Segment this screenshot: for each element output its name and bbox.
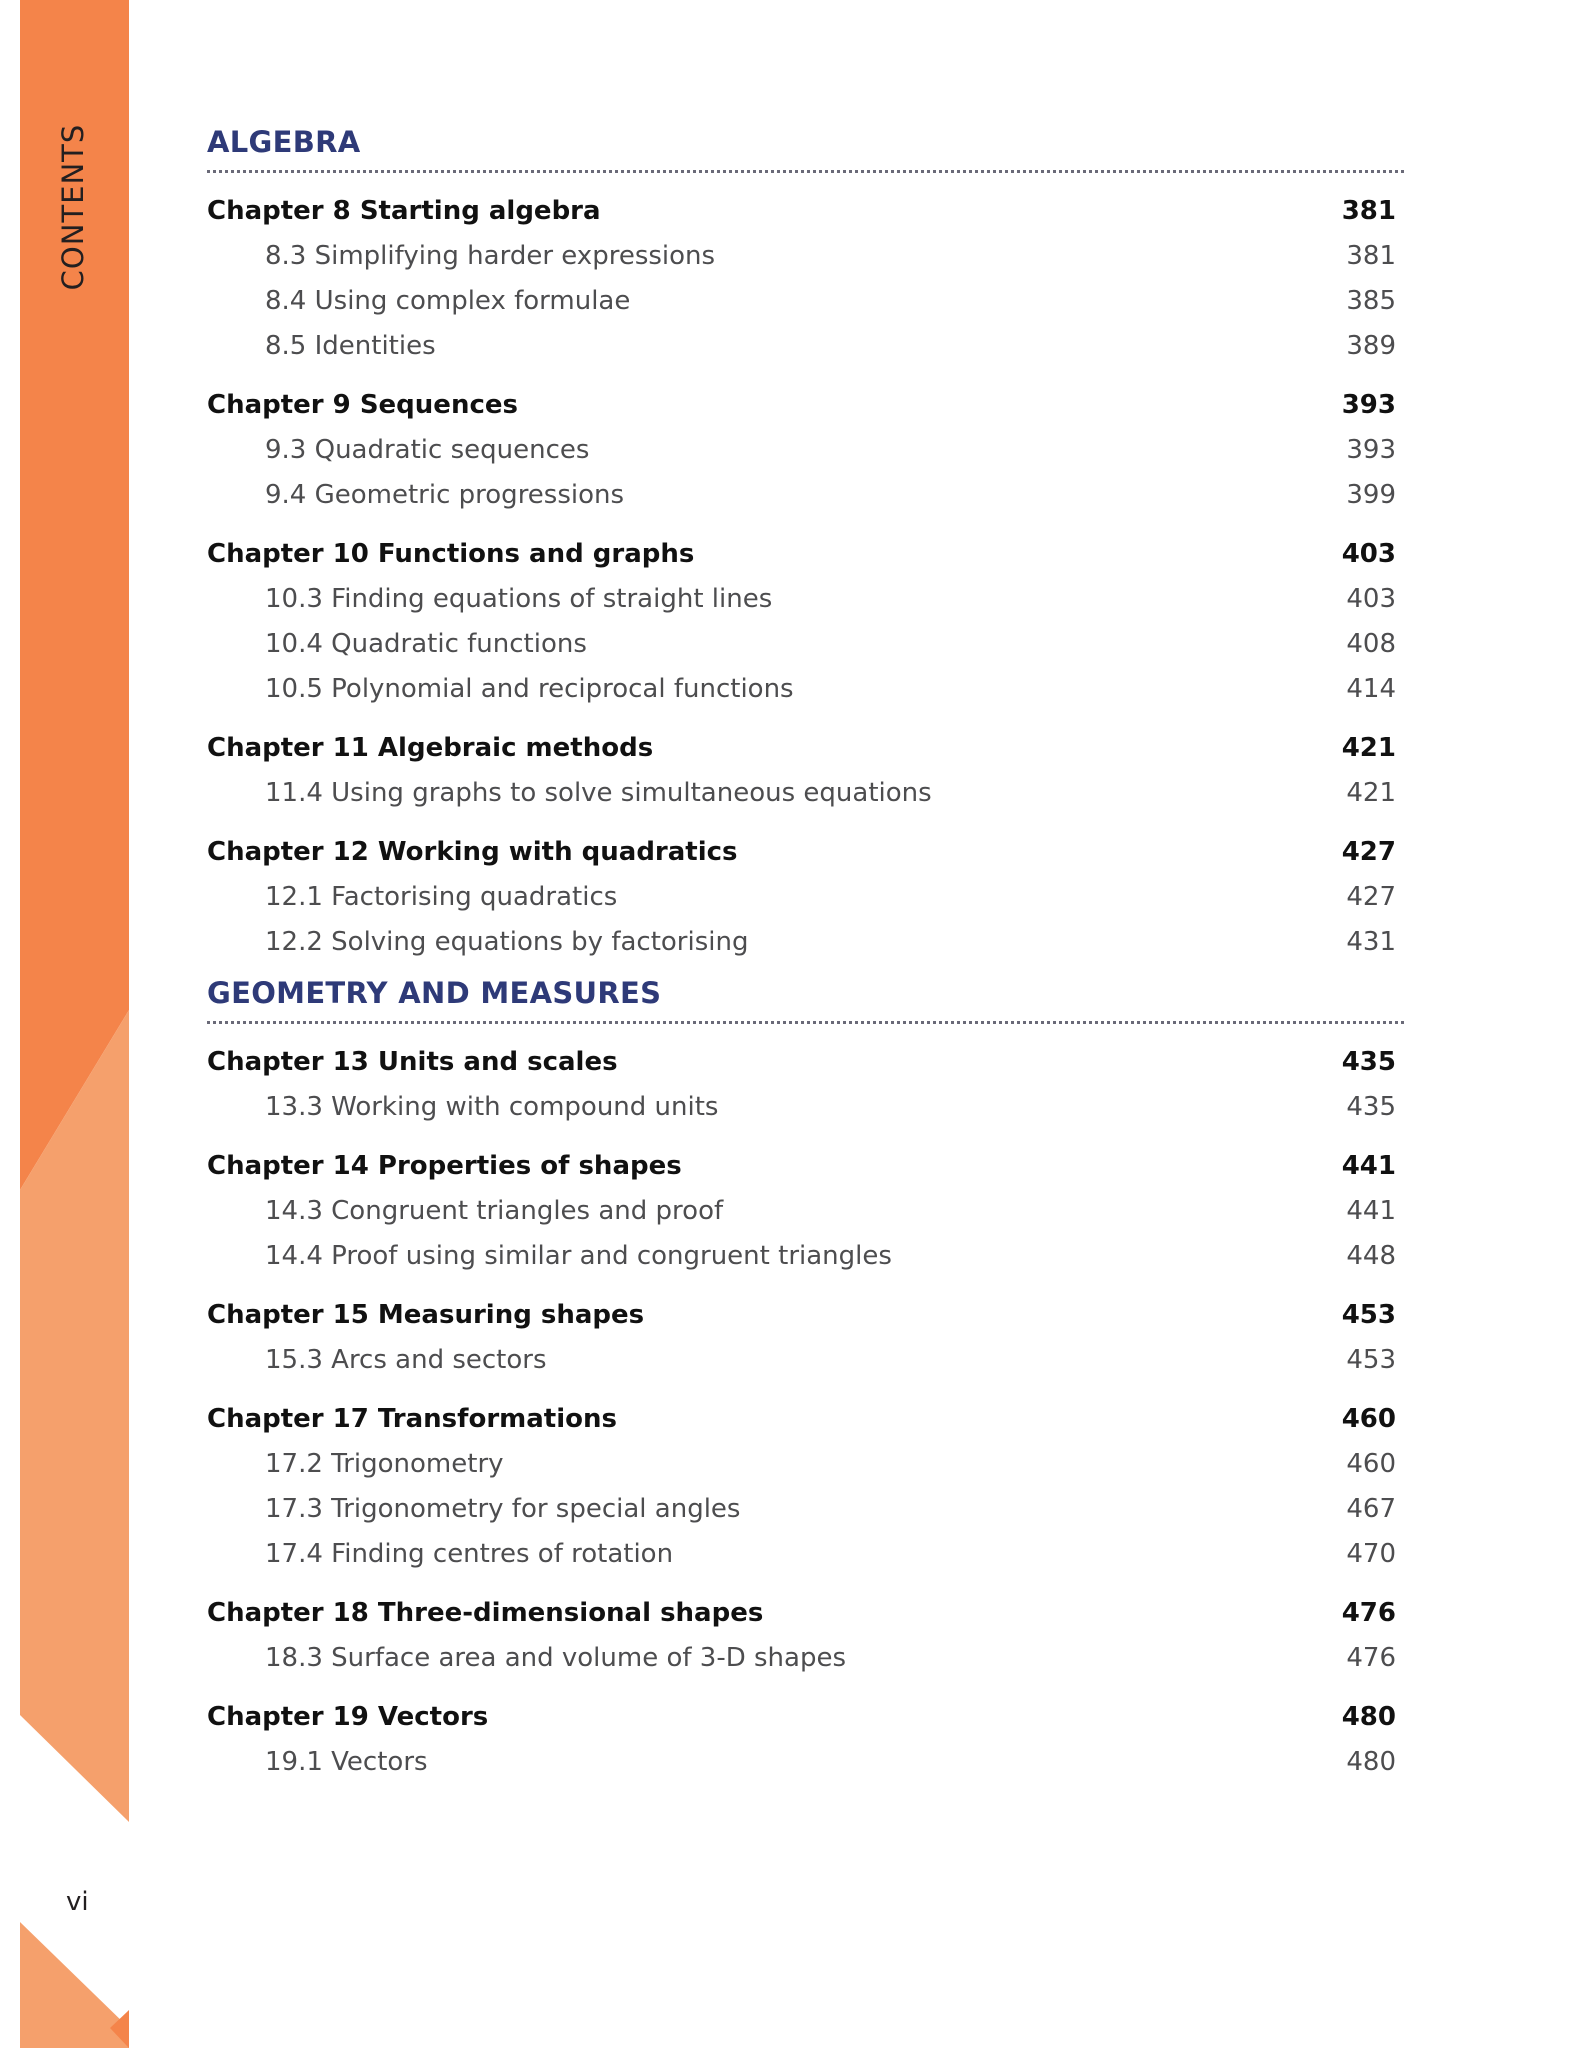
chapter-entry[interactable]	[207, 1040, 1404, 1085]
section-title: 17.2 Trigonometry	[265, 1449, 504, 1479]
section-title: 18.3 Surface area and volume of 3-D shapes	[265, 1643, 847, 1673]
section-title: 13.3 Working with compound units	[265, 1092, 719, 1122]
section-entry[interactable]	[207, 1532, 1404, 1577]
section-page-number: 381	[1346, 241, 1396, 271]
chapter-entry[interactable]	[207, 1293, 1404, 1338]
section-entry[interactable]	[207, 1338, 1404, 1383]
chapter-title: Chapter 14 Properties of shapes	[207, 1151, 682, 1181]
toc-chapter	[207, 532, 1404, 712]
chapter-title: Chapter 18 Three-dimensional shapes	[207, 1598, 764, 1628]
chapter-entry[interactable]	[207, 383, 1404, 428]
toc-chapter	[207, 1144, 1404, 1279]
chapter-page-number: 480	[1341, 1702, 1396, 1732]
toc-chapter	[207, 726, 1404, 816]
toc-chapter	[207, 1293, 1404, 1383]
chapter-title: Chapter 19 Vectors	[207, 1702, 489, 1732]
section-page-number: 399	[1346, 480, 1396, 510]
section-entry[interactable]	[207, 1740, 1404, 1785]
section-title: 11.4 Using graphs to solve simultaneous equations	[265, 778, 932, 808]
section-entry[interactable]	[207, 234, 1404, 279]
section-title: 8.5 Identities	[265, 331, 436, 361]
part-heading: ALGEBRA	[207, 124, 1404, 173]
section-title: 9.3 Quadratic sequences	[265, 435, 590, 465]
section-title: 17.3 Trigonometry for special angles	[265, 1494, 741, 1524]
section-page-number: 460	[1346, 1449, 1396, 1479]
chapter-entry[interactable]	[207, 830, 1404, 875]
toc-chapter	[207, 1397, 1404, 1577]
chapter-entry[interactable]	[207, 532, 1404, 577]
chapter-page-number: 393	[1341, 390, 1396, 420]
toc-chapter	[207, 189, 1404, 369]
toc-chapter	[207, 830, 1404, 965]
section-title: 12.2 Solving equations by factorising	[265, 927, 749, 957]
section-page-number: 389	[1346, 331, 1396, 361]
table-of-contents	[207, 124, 1404, 1785]
section-page-number: 393	[1346, 435, 1396, 465]
section-entry[interactable]	[207, 1636, 1404, 1681]
section-page-number: 470	[1346, 1539, 1396, 1569]
section-page-number: 441	[1346, 1196, 1396, 1226]
section-page-number: 427	[1346, 882, 1396, 912]
section-title: 14.3 Congruent triangles and proof	[265, 1196, 724, 1226]
section-entry[interactable]	[207, 667, 1404, 712]
chapter-title: Chapter 12 Working with quadratics	[207, 837, 738, 867]
section-entry[interactable]	[207, 622, 1404, 667]
section-page-number: 480	[1346, 1747, 1396, 1777]
section-entry[interactable]	[207, 1085, 1404, 1130]
chapter-page-number: 476	[1341, 1598, 1396, 1628]
section-entry[interactable]	[207, 1487, 1404, 1532]
section-page-number: 403	[1346, 584, 1396, 614]
section-page-number: 431	[1346, 927, 1396, 957]
chapter-page-number: 435	[1341, 1047, 1396, 1077]
side-band	[0, 0, 130, 2048]
chapter-entry[interactable]	[207, 1695, 1404, 1740]
toc-chapter	[207, 1695, 1404, 1785]
section-title: 9.4 Geometric progressions	[265, 480, 625, 510]
toc-part	[207, 975, 1404, 1785]
chapter-entry[interactable]	[207, 1397, 1404, 1442]
chapter-page-number: 427	[1341, 837, 1396, 867]
chapter-title: Chapter 9 Sequences	[207, 390, 518, 420]
section-entry[interactable]	[207, 875, 1404, 920]
toc-part	[207, 124, 1404, 965]
section-page-number: 385	[1346, 286, 1396, 316]
section-entry[interactable]	[207, 473, 1404, 518]
chapter-title: Chapter 13 Units and scales	[207, 1047, 618, 1077]
section-page-number: 453	[1346, 1345, 1396, 1375]
section-entry[interactable]	[207, 920, 1404, 965]
toc-chapter	[207, 383, 1404, 518]
section-title: 14.4 Proof using similar and congruent triangles	[265, 1241, 892, 1271]
section-title: 10.4 Quadratic functions	[265, 629, 587, 659]
section-title: 8.3 Simplifying harder expressions	[265, 241, 716, 271]
chapter-page-number: 421	[1341, 733, 1396, 763]
section-entry[interactable]	[207, 1234, 1404, 1279]
section-page-number: 421	[1346, 778, 1396, 808]
chapter-title: Chapter 11 Algebraic methods	[207, 733, 654, 763]
section-entry[interactable]	[207, 279, 1404, 324]
chapter-page-number: 441	[1341, 1151, 1396, 1181]
section-title: 8.4 Using complex formulae	[265, 286, 631, 316]
chapter-page-number: 381	[1341, 196, 1396, 226]
section-entry[interactable]	[207, 1442, 1404, 1487]
section-title: 10.3 Finding equations of straight lines	[265, 584, 773, 614]
sidebar-contents-label: CONTENTS	[56, 123, 90, 291]
section-entry[interactable]	[207, 428, 1404, 473]
chapter-page-number: 460	[1341, 1404, 1396, 1434]
section-title: 12.1 Factorising quadratics	[265, 882, 618, 912]
chapter-page-number: 403	[1341, 539, 1396, 569]
section-title: 10.5 Polynomial and reciprocal functions	[265, 674, 794, 704]
section-page-number: 467	[1346, 1494, 1396, 1524]
chapter-title: Chapter 8 Starting algebra	[207, 196, 601, 226]
chapter-entry[interactable]	[207, 726, 1404, 771]
section-page-number: 476	[1346, 1643, 1396, 1673]
section-title: 15.3 Arcs and sectors	[265, 1345, 547, 1375]
section-page-number: 435	[1346, 1092, 1396, 1122]
chapter-title: Chapter 15 Measuring shapes	[207, 1300, 645, 1330]
section-entry[interactable]	[207, 324, 1404, 369]
chapter-title: Chapter 10 Functions and graphs	[207, 539, 695, 569]
section-title: 17.4 Finding centres of rotation	[265, 1539, 674, 1569]
page-number: vi	[66, 1887, 89, 1917]
section-entry[interactable]	[207, 1189, 1404, 1234]
section-page-number: 448	[1346, 1241, 1396, 1271]
section-title: 19.1 Vectors	[265, 1747, 428, 1777]
chapter-entry[interactable]	[207, 189, 1404, 234]
toc-chapter	[207, 1591, 1404, 1681]
chapter-title: Chapter 17 Transformations	[207, 1404, 617, 1434]
chapter-entry[interactable]	[207, 1144, 1404, 1189]
section-entry[interactable]	[207, 577, 1404, 622]
chapter-entry[interactable]	[207, 1591, 1404, 1636]
section-page-number: 414	[1346, 674, 1396, 704]
section-page-number: 408	[1346, 629, 1396, 659]
toc-chapter	[207, 1040, 1404, 1130]
chapter-page-number: 453	[1341, 1300, 1396, 1330]
section-entry[interactable]	[207, 771, 1404, 816]
part-heading: GEOMETRY AND MEASURES	[207, 975, 1404, 1024]
